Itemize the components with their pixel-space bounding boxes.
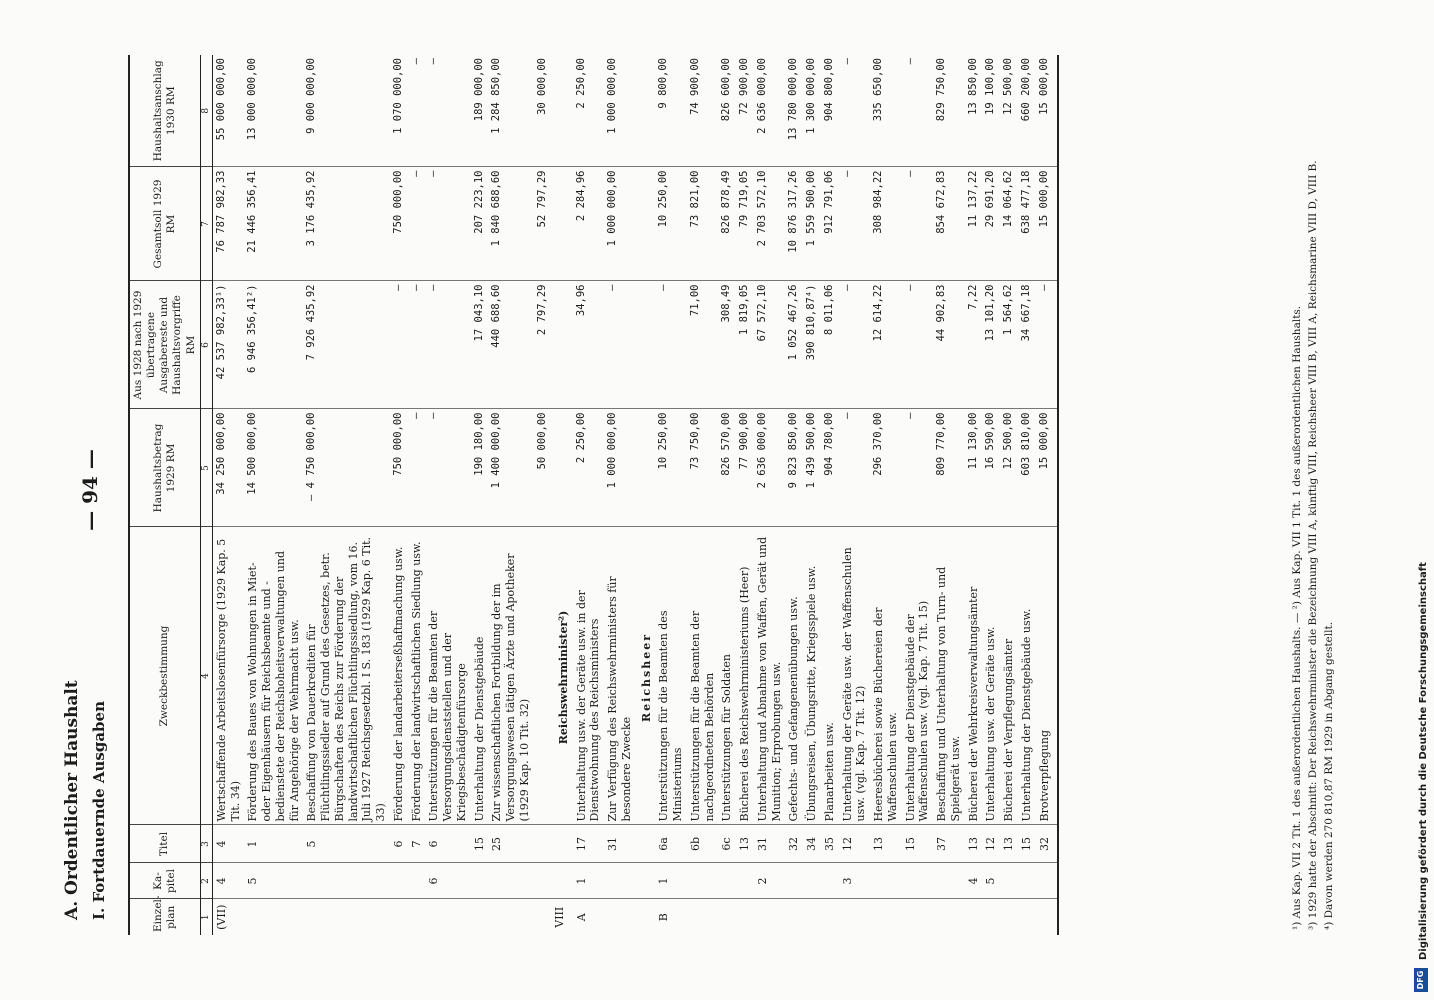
titel-cell: 6a (655, 825, 687, 863)
plan-cell (754, 899, 786, 935)
estimate-1930-cell: — (839, 55, 871, 167)
footnote: ¹) Aus Kap. VII 2 Tit. 1 des außerordentlichen Haushalts. — ²) Aus Kap. VII 1 Tit. 1 des außerordentlichen Haushalts. (1291, 305, 1303, 930)
plan-cell (1018, 899, 1036, 935)
plan-cell: B (657, 913, 671, 922)
total-1929-cell (636, 167, 656, 281)
titel-cell: 15 (1018, 825, 1036, 863)
amount-1929-cell: — (425, 409, 470, 527)
estimate-1930-cell (636, 55, 656, 167)
amount-1929-cell: 1 000 000,00 (604, 409, 636, 527)
titel-cell: 13 (870, 825, 902, 863)
estimate-1930-cell: — (408, 55, 426, 167)
estimate-1930-cell: 1 300 000,00 (803, 55, 821, 167)
description-cell: Planarbeiten usw. (821, 527, 839, 825)
carryover-cell: 2 797,29 (534, 281, 551, 409)
column-header: Titel (129, 825, 200, 863)
total-1929-cell: 1 000 000,00 (604, 167, 636, 281)
description-cell: Unterstützungen für Soldaten (718, 527, 736, 825)
kapitel-cell (687, 863, 719, 899)
table-row (488, 55, 533, 935)
kapitel-cell (303, 863, 390, 899)
plan-cell (803, 899, 821, 935)
description-cell: Unterhaltung der Dienstgebäude usw. (1018, 527, 1036, 825)
carryover-cell: 7,22 (965, 281, 983, 409)
description-cell: Unterhaltung der Dienstgebäude (471, 527, 489, 825)
total-1929-cell: 14 064,62 (1000, 167, 1018, 281)
titel-cell (551, 825, 573, 863)
table-header-row (129, 55, 200, 935)
plan-cell (390, 899, 408, 935)
total-1929-cell: 10 250,00 (655, 167, 687, 281)
kapitel-cell: 3 (839, 863, 871, 899)
carryover-cell: — (902, 281, 934, 409)
table-row (655, 55, 687, 935)
amount-1929-cell: 77 900,00 (736, 409, 754, 527)
table-row (1018, 55, 1036, 935)
plan-cell (408, 899, 426, 935)
amount-1929-cell: 750 000,00 (390, 409, 408, 527)
kapitel-cell (736, 863, 754, 899)
titel-cell: 13 (736, 825, 754, 863)
amount-1929-cell: 1 439 500,00 (803, 409, 821, 527)
total-1929-cell: 638 477,18 (1018, 167, 1036, 281)
description-cell: Zur wissenschaftlichen Fortbildung der im Versorgungswesen tätigen Ärzte und Apotheker (1929 Kap. 10 Tit. 32) (488, 527, 533, 825)
table-row (471, 55, 489, 935)
amount-1929-cell: 809 770,00 (933, 409, 965, 527)
description-cell: Unterstützungen für die Beamten des Ministeriums (655, 527, 687, 825)
column-number: 5 (200, 409, 212, 527)
column-header: Gesamtsoll 1929 RM (129, 167, 200, 281)
amount-1929-cell: — (408, 409, 426, 527)
description-cell: Unterhaltung der Geräte usw. der Waffenschulen usw. (vgl. Kap. 7 Tit. 12) (839, 527, 871, 825)
description-cell: Zur Verfügung des Reichswehrministers für besondere Zwecke (604, 527, 636, 825)
table-row (965, 55, 983, 935)
kapitel-cell (1036, 863, 1059, 899)
kapitel-cell (821, 863, 839, 899)
estimate-1930-cell: 74 900,00 (687, 55, 719, 167)
kapitel-cell (604, 863, 636, 899)
estimate-1930-cell: 660 200,00 (1018, 55, 1036, 167)
table-row (982, 55, 1000, 935)
estimate-1930-cell: 15 000,00 (1036, 55, 1059, 167)
table-row (785, 55, 803, 935)
amount-1929-cell: 2 636 000,00 (754, 409, 786, 527)
titel-cell: 1 (244, 825, 303, 863)
estimate-1930-cell: 13 780 000,00 (785, 55, 803, 167)
kapitel-cell (551, 863, 573, 899)
total-1929-cell: 76 787 982,33 (212, 167, 244, 281)
estimate-1930-cell: 9 000 000,00 (303, 55, 390, 167)
description-cell: Gefechts- und Gefangenenübungen usw. (785, 527, 803, 825)
titel-cell: 13 (965, 825, 983, 863)
amount-1929-cell: 50 000,00 (534, 409, 551, 527)
amount-1929-cell: 9 823 850,00 (785, 409, 803, 527)
amount-1929-cell: 2 250,00 (573, 409, 605, 527)
description-cell: Beschaffung und Unterhaltung von Turn- und Spielgerät usw. (933, 527, 965, 825)
amount-1929-cell: — (839, 409, 871, 527)
plan-cell (604, 899, 636, 935)
carryover-cell: 42 537 982,33¹) (212, 281, 244, 409)
estimate-1930-cell: 12 500,00 (1000, 55, 1018, 167)
table-row (390, 55, 408, 935)
titel-cell: 31 (754, 825, 786, 863)
estimate-1930-cell: 189 000,00 (471, 55, 489, 167)
titel-cell: 6b (687, 825, 719, 863)
total-1929-cell: 11 137,22 (965, 167, 983, 281)
column-number: 4 (200, 527, 212, 825)
kapitel-cell (471, 863, 489, 899)
description-cell: Wertschaffende Arbeitslosenfürsorge (1929 Kap. 5 Tit. 34) (212, 527, 244, 825)
description-cell: Förderung der landwirtschaftlichen Siedlung usw. (408, 527, 426, 825)
description-cell: Unterhaltung usw. der Geräte usw. (982, 527, 1000, 825)
plan-cell (982, 899, 1000, 935)
amount-1929-cell: — (902, 409, 934, 527)
estimate-1930-cell (551, 55, 573, 167)
titel-cell: 6c (718, 825, 736, 863)
titel-cell (636, 825, 656, 863)
carryover-cell: 71,00 (687, 281, 719, 409)
amount-1929-cell: 15 000,00 (1036, 409, 1059, 527)
amount-1929-cell: 11 130,00 (965, 409, 983, 527)
carryover-cell: — (425, 281, 470, 409)
total-1929-cell: 750 000,00 (390, 167, 408, 281)
description-cell: Unterhaltung und Abnahme von Waffen, Gerät und Munition; Erprobungen usw. (754, 527, 786, 825)
titel-cell: 25 (488, 825, 533, 863)
amount-1929-cell: 296 370,00 (870, 409, 902, 527)
plan-cell (303, 899, 390, 935)
carryover-cell: 7 926 435,92 (303, 281, 390, 409)
plan-cell (534, 899, 551, 935)
estimate-1930-cell: 2 250,00 (573, 55, 605, 167)
plan-cell (736, 899, 754, 935)
kapitel-cell: 4 (212, 863, 244, 899)
total-1929-cell: — (408, 167, 426, 281)
titel-cell: 5 (303, 825, 390, 863)
plan-cell (902, 899, 934, 935)
table-row (212, 55, 244, 935)
estimate-1930-cell: 1 000 000,00 (604, 55, 636, 167)
footnote: ³) 1929 hatte der Abschnitt: Der Reichswehrminister die Bezeichnung VIII A, künftig VIII, Reichsheer VIII B, VIII A, Reichsmarine VIII D, VIII B. (1306, 160, 1319, 930)
carryover-cell: 1 052 467,26 (785, 281, 803, 409)
table-row (839, 55, 871, 935)
description-cell: Unterhaltung der Dienstgebäude der Waffenschulen usw. (vgl. Kap. 7 Tit. 15) (902, 527, 934, 825)
estimate-1930-cell: 30 000,00 (534, 55, 551, 167)
table-row (1000, 55, 1018, 935)
total-1929-cell: — (902, 167, 934, 281)
column-number-row (200, 55, 212, 935)
amount-1929-cell: 190 180,00 (471, 409, 489, 527)
kapitel-cell (636, 863, 656, 899)
titel-cell: 13 (1000, 825, 1018, 863)
kapitel-cell (785, 863, 803, 899)
kapitel-cell (488, 863, 533, 899)
total-1929-cell: — (839, 167, 871, 281)
total-1929-cell: 912 791,06 (821, 167, 839, 281)
table-row (425, 55, 470, 935)
description-cell: Brotverpflegung (1036, 527, 1059, 825)
amount-1929-cell (636, 409, 656, 527)
plan-cell (965, 899, 983, 935)
description-cell: Unterhaltung usw. der Geräte usw. in der Dienstwohnung des Reichsministers (573, 527, 605, 825)
titel-cell: 12 (982, 825, 1000, 863)
kapitel-cell: 5 (244, 863, 303, 899)
kapitel-cell (803, 863, 821, 899)
column-number: 3 (200, 825, 212, 863)
carryover-cell: — (604, 281, 636, 409)
kapitel-cell: 5 (982, 863, 1000, 899)
carryover-cell: 44 902,83 (933, 281, 965, 409)
carryover-cell: 440 688,60 (488, 281, 533, 409)
plan-cell (933, 899, 965, 935)
column-number: 6 (200, 281, 212, 409)
kapitel-cell: 1 (573, 863, 605, 899)
titel-cell: 32 (785, 825, 803, 863)
subsection-heading: I. Fortdauernde Ausgaben (90, 701, 108, 920)
amount-1929-cell (551, 409, 573, 527)
description-cell: Bücherei des Reichswehrministeriums (Heer) (736, 527, 754, 825)
plan-cell (1000, 899, 1018, 935)
plan-cell (471, 899, 489, 935)
estimate-1930-cell: 1 284 850,00 (488, 55, 533, 167)
page-number: — 94 — (78, 449, 102, 531)
carryover-cell: 6 946 356,41²) (244, 281, 303, 409)
plan-cell (839, 899, 871, 935)
plan-cell: (VII) (214, 904, 228, 930)
carryover-cell: 12 614,22 (870, 281, 902, 409)
subsection-row (636, 55, 656, 935)
kapitel-cell (933, 863, 965, 899)
titel-cell: 15 (471, 825, 489, 863)
titel-cell: 7 (408, 825, 426, 863)
kapitel-cell (870, 863, 902, 899)
dfg-logo: DFG (1414, 968, 1428, 992)
footnote: ⁴) Davon werden 270 810,87 RM 1929 in Abgang gestellt. (1322, 621, 1335, 930)
description-cell: Unterstützungen für die Beamten der nachgeordneten Behörden (687, 527, 719, 825)
total-1929-cell: 854 672,83 (933, 167, 965, 281)
plan-cell (718, 899, 736, 935)
plan-cell (687, 899, 719, 935)
column-number: 8 (200, 55, 212, 167)
table-row (1036, 55, 1059, 935)
titel-cell: 32 (1036, 825, 1059, 863)
description-cell: Heeresbücherei sowie Büchereien der Waffenschulen usw. (870, 527, 902, 825)
column-number: 7 (200, 167, 212, 281)
plan-cell (636, 899, 656, 935)
carryover-cell: 13 101,20 (982, 281, 1000, 409)
description-cell: Bücherei der Verpflegungsämter (1000, 527, 1018, 825)
kapitel-cell (390, 863, 408, 899)
column-header: Haushaltsanschlag 1930 RM (129, 55, 200, 167)
amount-1929-cell: 1 400 000,00 (488, 409, 533, 527)
estimate-1930-cell: 826 600,00 (718, 55, 736, 167)
section-row (551, 55, 573, 935)
carryover-cell: 308,49 (718, 281, 736, 409)
titel-cell: 6 (425, 825, 470, 863)
total-1929-cell: 21 446 356,41 (244, 167, 303, 281)
plan-cell (488, 899, 533, 935)
kapitel-cell (534, 863, 551, 899)
table-row (902, 55, 934, 935)
estimate-1930-cell: 9 800,00 (655, 55, 687, 167)
carryover-cell: 17 043,10 (471, 281, 489, 409)
total-1929-cell: 1 840 688,60 (488, 167, 533, 281)
plan-cell (821, 899, 839, 935)
column-header: Haushaltsbetrag 1929 RM (129, 409, 200, 527)
plan-cell: A (574, 913, 588, 922)
amount-1929-cell: 73 750,00 (687, 409, 719, 527)
footnotes (1290, 50, 1337, 930)
estimate-1930-cell: 829 750,00 (933, 55, 965, 167)
kapitel-cell: 6 (425, 863, 470, 899)
description-cell: Übungsreisen, Übungsritte, Kriegsspiele usw. (803, 527, 821, 825)
table-row (408, 55, 426, 935)
titel-cell: 17 (573, 825, 605, 863)
table-row (718, 55, 736, 935)
table-row (870, 55, 902, 935)
carryover-cell: 1 564,62 (1000, 281, 1018, 409)
total-1929-cell (551, 167, 573, 281)
description-cell: Reichsheer (636, 527, 656, 825)
carryover-cell (636, 281, 656, 409)
table-row (687, 55, 719, 935)
table-row (736, 55, 754, 935)
amount-1929-cell: 826 570,00 (718, 409, 736, 527)
titel-cell: 15 (902, 825, 934, 863)
carryover-cell: 34,96 (573, 281, 605, 409)
total-1929-cell: 52 797,29 (534, 167, 551, 281)
estimate-1930-cell: — (902, 55, 934, 167)
total-1929-cell: 3 176 435,92 (303, 167, 390, 281)
plan-cell: VIII (552, 906, 566, 928)
total-1929-cell: 15 000,00 (1036, 167, 1059, 281)
kapitel-cell (718, 863, 736, 899)
titel-cell (534, 825, 551, 863)
column-header: Einzel-plan (129, 899, 200, 935)
table-row (534, 55, 551, 935)
amount-1929-cell: — 4 750 000,00 (303, 409, 390, 527)
table-row (244, 55, 303, 935)
carryover-cell: 8 011,06 (821, 281, 839, 409)
total-1929-cell: 207 223,10 (471, 167, 489, 281)
total-1929-cell: 10 876 317,26 (785, 167, 803, 281)
plan-cell (425, 899, 470, 935)
plan-cell (244, 899, 303, 935)
carryover-cell (551, 281, 573, 409)
amount-1929-cell: 34 250 000,00 (212, 409, 244, 527)
total-1929-cell: 79 719,05 (736, 167, 754, 281)
description-cell: Beschaffung von Dauerkrediten für Flüchtlingssiedler auf Grund des Gesetzes, betr. Bürgschaften des Reichs zur Förderung der landwirtschaftlichen Flüchtlingssiedlung, vom 16. Juli 1927 Reichsgesetzbl. I S. 183 (1929 Kap. 6 Tit. 33) (303, 527, 390, 825)
description-cell: Reichswehrminister²) (551, 527, 573, 825)
kapitel-cell: 1 (655, 863, 687, 899)
total-1929-cell: 2 703 572,10 (754, 167, 786, 281)
estimate-1930-cell: 1 070 000,00 (390, 55, 408, 167)
description-cell: Förderung der landarbeiterseßhaftmachung usw. (390, 527, 408, 825)
table-row (821, 55, 839, 935)
carryover-cell: 1 819,05 (736, 281, 754, 409)
plan-cell (785, 899, 803, 935)
amount-1929-cell: 904 780,00 (821, 409, 839, 527)
titel-cell: 34 (803, 825, 821, 863)
carryover-cell: — (1036, 281, 1059, 409)
plan-cell (870, 899, 902, 935)
amount-1929-cell: 14 500 000,00 (244, 409, 303, 527)
budget-table (128, 55, 1059, 935)
estimate-1930-cell: 13 850,00 (965, 55, 983, 167)
total-1929-cell: 29 691,20 (982, 167, 1000, 281)
estimate-1930-cell: 72 900,00 (736, 55, 754, 167)
total-1929-cell: — (425, 167, 470, 281)
kapitel-cell: 4 (965, 863, 983, 899)
description-cell: Förderung des Baues von Wohnungen in Miet- oder Eigenhäusern für Reichsbeamte und -bedienstete der Reichshoheitsverwaltungen und für Angehörige der Wehrmacht usw. (244, 527, 303, 825)
carryover-cell: — (655, 281, 687, 409)
carryover-cell: — (390, 281, 408, 409)
table-row (303, 55, 390, 935)
estimate-1930-cell: 904 800,00 (821, 55, 839, 167)
total-1929-cell: 1 559 500,00 (803, 167, 821, 281)
amount-1929-cell: 10 250,00 (655, 409, 687, 527)
titel-cell: 31 (604, 825, 636, 863)
amount-1929-cell: 16 590,00 (982, 409, 1000, 527)
table-row (754, 55, 786, 935)
titel-cell: 6 (390, 825, 408, 863)
estimate-1930-cell: 19 100,00 (982, 55, 1000, 167)
table-body (212, 55, 1058, 935)
description-cell: Unterstützungen für die Beamten der Versorgungsdienststellen und der Kriegsbeschädigtenfürsorge (425, 527, 470, 825)
column-header: Ka-pitel (129, 863, 200, 899)
total-1929-cell: 826 878,49 (718, 167, 736, 281)
titel-cell: 12 (839, 825, 871, 863)
description-cell: Bücherei der Wehrkreisverwaltungsämter (965, 527, 983, 825)
table-row (803, 55, 821, 935)
titel-cell: 37 (933, 825, 965, 863)
total-1929-cell: 2 284,96 (573, 167, 605, 281)
titel-cell: 4 (212, 825, 244, 863)
amount-1929-cell: 12 500,00 (1000, 409, 1018, 527)
estimate-1930-cell: 13 000 000,00 (244, 55, 303, 167)
total-1929-cell: 308 984,22 (870, 167, 902, 281)
table-row (933, 55, 965, 935)
kapitel-cell (1018, 863, 1036, 899)
estimate-1930-cell: 335 650,00 (870, 55, 902, 167)
kapitel-cell (408, 863, 426, 899)
column-number: 1 (200, 899, 212, 935)
funding-credit: Digitalisierung gefördert durch die Deutsche Forschungsgemeinschaft (1418, 562, 1429, 960)
table-row (604, 55, 636, 935)
column-number: 2 (200, 863, 212, 899)
amount-1929-cell: 603 810,00 (1018, 409, 1036, 527)
estimate-1930-cell: — (425, 55, 470, 167)
carryover-cell: 390 810,87⁴) (803, 281, 821, 409)
section-heading: A. Ordentlicher Haushalt (62, 680, 82, 920)
carryover-cell: — (408, 281, 426, 409)
kapitel-cell: 2 (754, 863, 786, 899)
titel-cell: 35 (821, 825, 839, 863)
kapitel-cell (902, 863, 934, 899)
column-header: Aus 1928 nach 1929 übertragene Ausgabereste und Haushaltsvorgriffe RM (129, 281, 200, 409)
carryover-cell: 67 572,10 (754, 281, 786, 409)
kapitel-cell (1000, 863, 1018, 899)
carryover-cell: — (839, 281, 871, 409)
table-row (573, 55, 605, 935)
column-header: Zweckbestimmung (129, 527, 200, 825)
description-cell (534, 527, 551, 825)
total-1929-cell: 73 821,00 (687, 167, 719, 281)
plan-cell (1036, 899, 1059, 935)
estimate-1930-cell: 2 636 000,00 (754, 55, 786, 167)
estimate-1930-cell: 55 000 000,00 (212, 55, 244, 167)
carryover-cell: 34 667,18 (1018, 281, 1036, 409)
